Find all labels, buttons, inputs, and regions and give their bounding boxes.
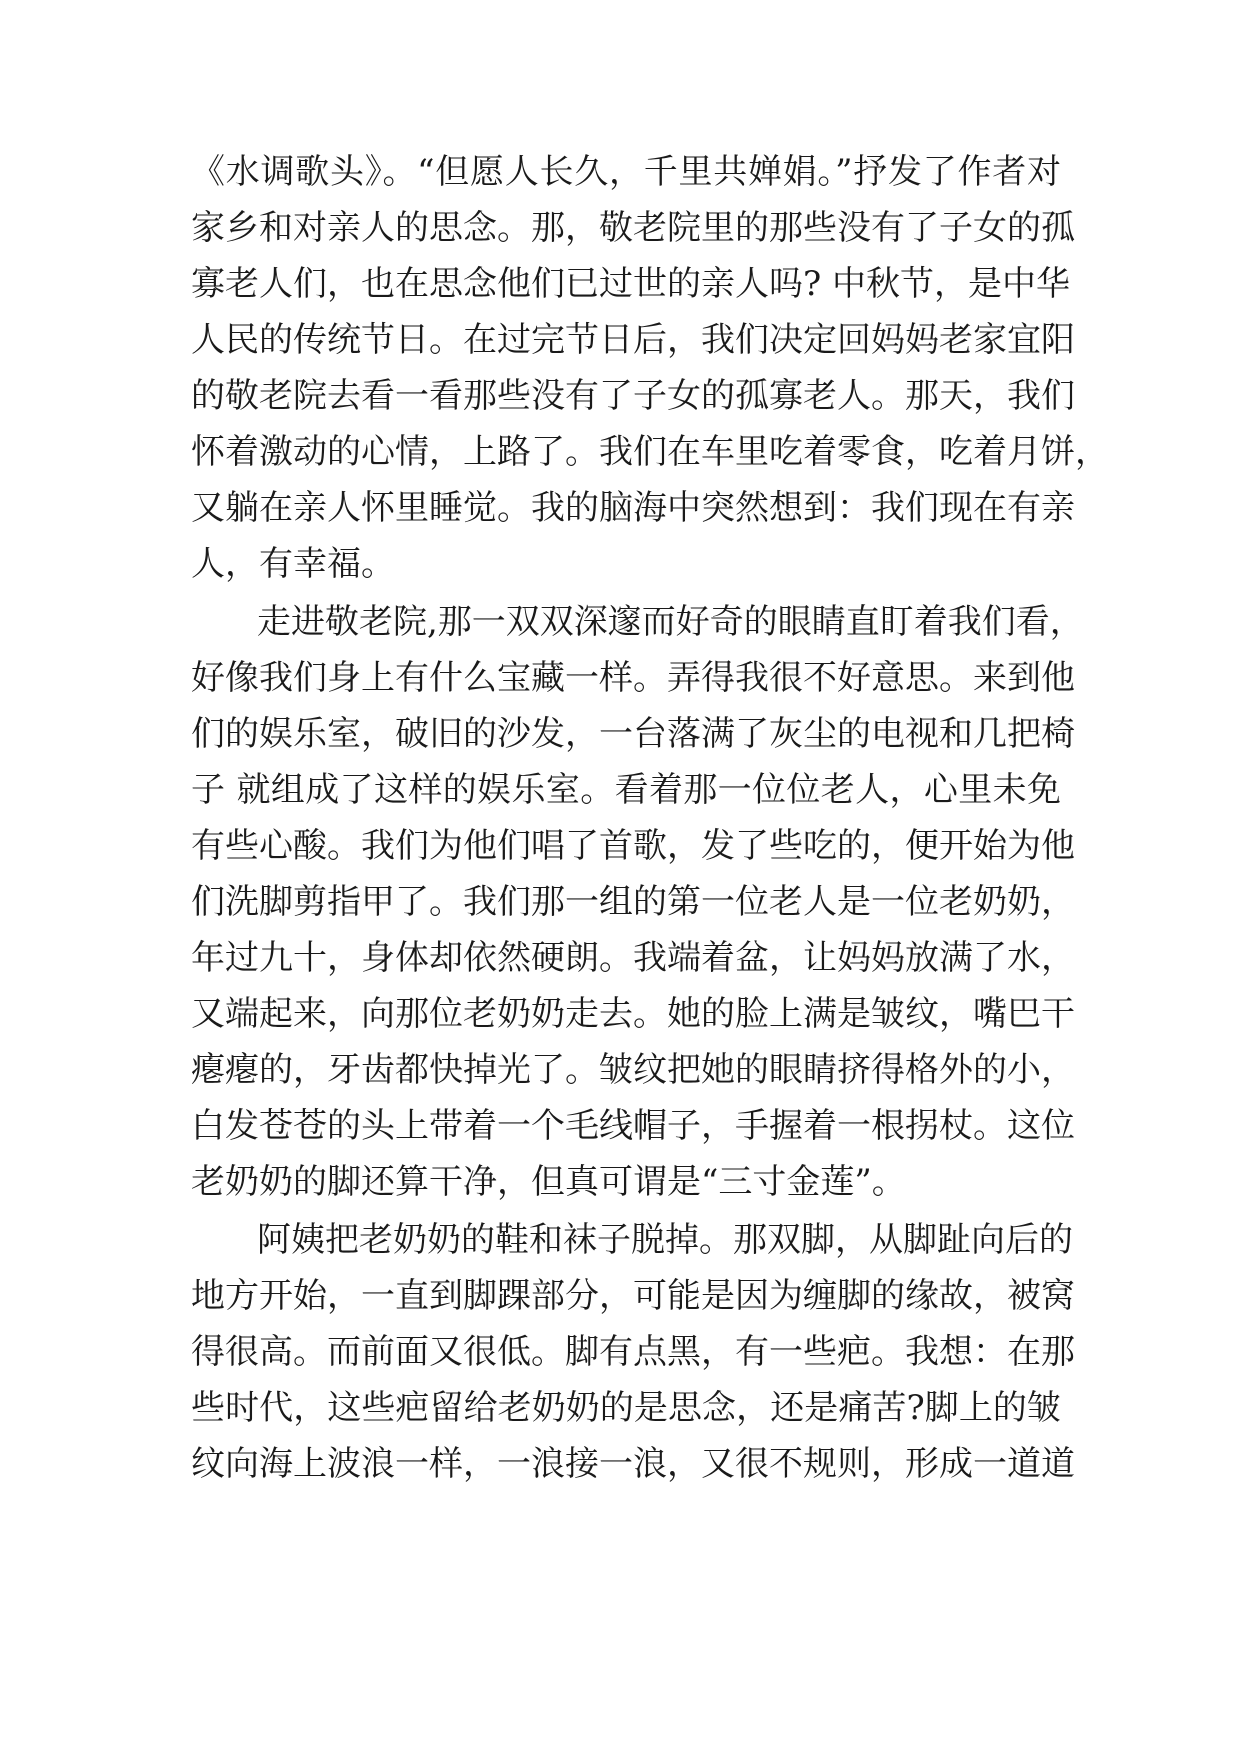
text-line: 得很高。而前面又很低。脚有点黑，有一些疤。我想：在那	[191, 1332, 1075, 1372]
text-line: 瘪瘪的，牙齿都快掉光了。皱纹把她的眼睛挤得格外的小，	[191, 1050, 1075, 1090]
text-line: 纹向海上波浪一样，一浪接一浪，又很不规则，形成一道道	[191, 1444, 1075, 1484]
text-line: 地方开始，一直到脚踝部分，可能是因为缠脚的缘故，被窝	[191, 1276, 1075, 1316]
text-line: 怀着激动的心情，上路了。我们在车里吃着零食，吃着月饼，	[191, 432, 1109, 472]
text-line: 好像我们身上有什么宝藏一样。弄得我很不好意思。来到他	[191, 658, 1075, 698]
text-line: 人，有幸福。	[191, 544, 395, 584]
text-line: 的敬老院去看一看那些没有了子女的孤寡老人。那天，我们	[191, 376, 1075, 416]
text-line: 又躺在亲人怀里睡觉。我的脑海中突然想到：我们现在有亲	[191, 488, 1075, 528]
text-line: 走进敬老院,那一双双深邃而好奇的眼睛直盯着我们看，	[257, 602, 1084, 642]
text-line: 又端起来，向那位老奶奶走去。她的脸上满是皱纹，嘴巴干	[191, 994, 1075, 1034]
text-line: 们洗脚剪指甲了。我们那一组的第一位老人是一位老奶奶，	[191, 882, 1075, 922]
text-line: 们的娱乐室，破旧的沙发，一台落满了灰尘的电视和几把椅	[191, 714, 1075, 754]
text-line: 寡老人们，也在思念他们已过世的亲人吗? 中秋节，是中华	[191, 264, 1071, 304]
text-line: 子 就组成了这样的娱乐室。看着那一位位老人，心里未免	[191, 770, 1061, 810]
text-line: 白发苍苍的头上带着一个毛线帽子，手握着一根拐杖。这位	[191, 1106, 1075, 1146]
text-line: 有些心酸。我们为他们唱了首歌，发了些吃的，便开始为他	[191, 826, 1075, 866]
text-line: 些时代，这些疤留给老奶奶的是思念，还是痛苦?脚上的皱	[191, 1388, 1061, 1428]
text-line: 家乡和对亲人的思念。那，敬老院里的那些没有了子女的孤	[191, 208, 1075, 248]
text-line: 阿姨把老奶奶的鞋和袜子脱掉。那双脚，从脚趾向后的	[257, 1220, 1073, 1260]
text-line: 《水调歌头》。“但愿人长久，千里共婵娟。”抒发了作者对	[191, 152, 1061, 192]
text-line: 人民的传统节日。在过完节日后，我们决定回妈妈老家宜阳	[191, 320, 1075, 360]
text-line: 年过九十，身体却依然硬朗。我端着盆，让妈妈放满了水，	[191, 938, 1075, 978]
text-line: 老奶奶的脚还算干净，但真可谓是“三寸金莲”。	[191, 1162, 906, 1202]
